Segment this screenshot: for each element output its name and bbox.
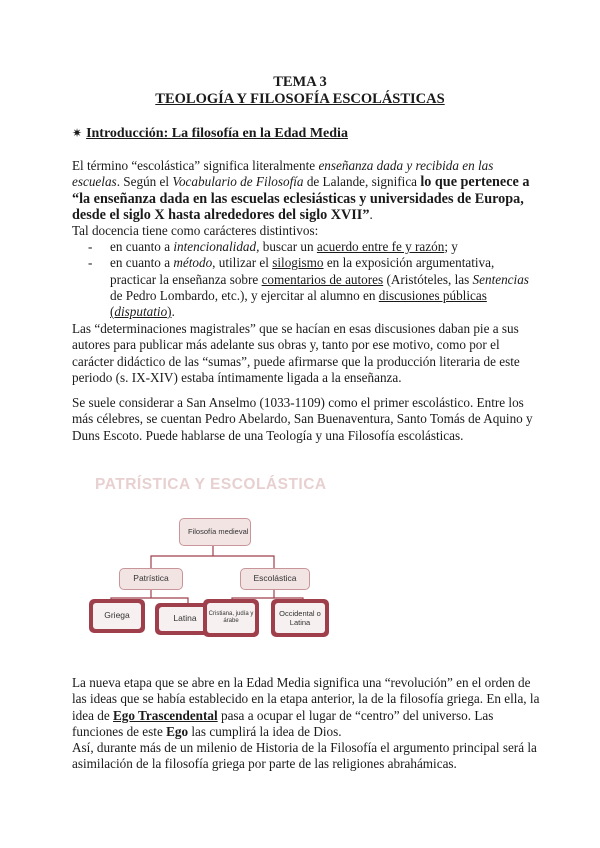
node-patristica: Patrística [119,568,183,590]
connector-root [151,546,274,568]
paragraph-anselmo: Se suele considerar a San Anselmo (1033-1109) como el primer escolástico. Entre los más célebres, se cuentan Pedro Abelardo, San Buenaventura, Santo Tomás de Aquino y Duns Escoto. Puede hablarse de una Teología y una Filosofía escolásticas. [72,395,533,443]
features-list [88,239,538,320]
definition-bold: lo que pertenece a “la enseñanza dada en las escuelas eclesiásticas y universidades de Europa, desde el siglo X hasta alrededores del siglo XVII” [72,174,530,223]
node-griega: Griega [89,599,145,633]
node-latina: Latina [155,603,215,635]
paragraph-determinaciones: Las “determinaciones magistrales” que se hacían en esas discusiones daban pie a sus autores para publicar más adelante sus obras y, tanto por ese motivo, como por el carácter didáctico de las “sumas”, puede afirmarse que la producción literaria de este periodo (s. IX-XIV) estaba íntimamente ligada a la enseñanza. [72,321,520,385]
paragraph-revolucion: La nueva etapa que se abre en la Edad Media significa una “revolución” en el orden de las ideas que se había establecido en la etapa anterior, la de la filosofía griega. En ella, la idea de Ego Trascendental pasa a ocupar el lugar de “centro” del universo. Las funciones de este Ego las cumplirá la idea de Dios. [72,675,540,739]
node-root: Filosofía medieval [179,518,251,546]
section-heading [72,126,348,142]
list-item: - en cuanto a método, utilizar el silogismo en la exposición argumentativa, practicar la enseñanza sobre comentarios de autores (Aristóteles, las Sentencias de Pedro Lombardo, etc.), y ejercitar al alumno en discusiones públicas (disputatio). [88,255,529,320]
paragraph-asimilacion: Así, durante más de un milenio de Historia de la Filosofía el argumento principal será la asimilación de la filosofía griega por parte de las religiones abrahámicas. [72,740,537,772]
node-escolastica: Escolástica [240,568,310,590]
ego-trascendental: Ego Trascendental [113,707,218,723]
list-item: - en cuanto a intencionalidad, buscar un acuerdo entre fe y razón; y [88,239,458,254]
document-title: TEOLOGÍA Y FILOSOFÍA ESCOLÁSTICAS [155,91,445,107]
section-heading-text: Introducción: La filosofía en la Edad Media [86,126,348,141]
node-cristiana: Cristiana, judía y árabe [203,599,259,637]
star-bullet-icon: ✷ [72,126,83,140]
diagram-title: PATRÍSTICA Y ESCOLÁSTICA [95,476,327,493]
diagram-patristica-escolastica [85,468,355,653]
node-occidental: Occidental o Latina [271,599,329,637]
paragraph-definition: El término “escolástica” significa literalmente enseñanza dada y recibida en las escuelas. Según el Vocabulario de Filosofía de Lalande, significa lo que pertenece a “la enseñanza dada en las escuelas eclesiásticas y universidades de Europa, desde el siglo X hasta alrededores del siglo XVII”. Tal docencia tiene como carácteres distintivos: [72,158,530,239]
paragraph-intro-list: Tal docencia tiene como carácteres distintivos: [72,223,319,239]
document-tema: TEMA 3 [273,74,327,90]
